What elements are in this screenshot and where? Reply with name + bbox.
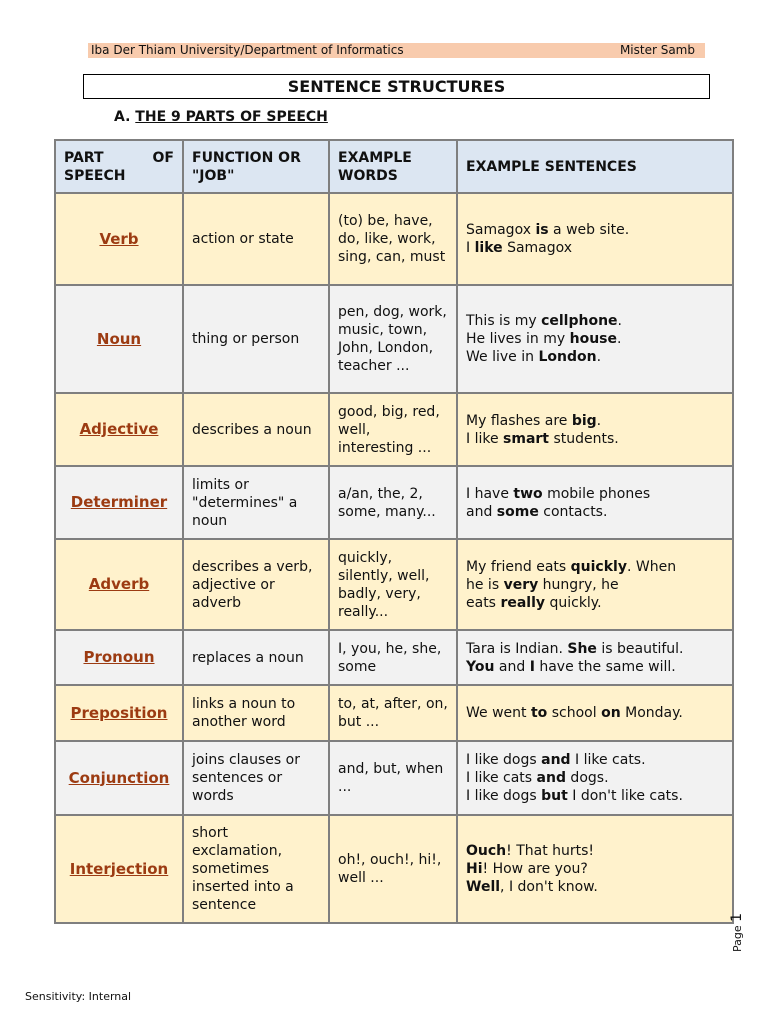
highlighted-word: You (466, 658, 495, 675)
function-cell: joins clauses or sentences or words (183, 741, 329, 815)
sentence-text: I have (466, 485, 514, 502)
section-title: THE 9 PARTS OF SPEECH (135, 109, 328, 125)
part-of-speech-label: Adverb (88, 575, 150, 593)
example-sentence-line (466, 558, 724, 576)
example-sentences-cell (457, 741, 733, 815)
sentence-text: My flashes are (466, 412, 572, 429)
sentence-text: Samagox (502, 240, 573, 256)
example-sentence-line (466, 348, 724, 366)
sentence-text: a web site. (548, 222, 630, 238)
sentence-text: I don't like cats. (567, 788, 683, 804)
sentence-text: I like cats. (570, 752, 646, 768)
sentence-text: Monday. (620, 705, 683, 721)
table-row (55, 466, 733, 539)
highlighted-word: house (569, 331, 617, 347)
example-sentences-cell (457, 815, 733, 923)
example-words-cell: quickly, silently, well, badly, very, really... (329, 539, 457, 630)
example-sentence-line (466, 640, 724, 658)
highlighted-word: I (529, 658, 535, 675)
table-row (55, 815, 733, 923)
part-of-speech-cell (55, 539, 183, 630)
highlighted-word: smart (503, 430, 549, 447)
sentence-text: he is (466, 576, 504, 593)
function-cell: thing or person (183, 285, 329, 393)
sentence-text: My friend eats (466, 558, 571, 575)
part-of-speech-cell (55, 193, 183, 285)
table-header-row (55, 140, 733, 193)
function-cell: links a noun to another word (183, 685, 329, 741)
header-function: FUNCTION OR "JOB" (183, 140, 329, 193)
part-of-speech-cell (55, 741, 183, 815)
sentence-text: We went (466, 705, 531, 721)
highlighted-word: Hi (466, 861, 483, 877)
highlighted-word: very (503, 576, 539, 593)
sentence-text: have the same will. (534, 658, 676, 675)
sentence-text: eats (466, 594, 501, 611)
sentence-text: I like dogs (466, 788, 542, 804)
part-of-speech-cell (55, 630, 183, 685)
function-cell: action or state (183, 193, 329, 285)
example-sentence-line (466, 576, 724, 594)
function-cell: short exclamation, sometimes inserted into a sentence (183, 815, 329, 923)
sentence-text: , I don't know. (500, 879, 598, 895)
example-sentence-line (466, 239, 724, 257)
example-sentence-line (466, 658, 724, 676)
header-example-words: EXAMPLE WORDS (329, 140, 457, 193)
page-header (88, 43, 705, 58)
example-words-cell: oh!, ouch!, hi!, well ... (329, 815, 457, 923)
example-sentence-line (466, 787, 724, 805)
example-words-cell: I, you, he, she, some (329, 630, 457, 685)
example-sentence-line (466, 878, 724, 896)
part-of-speech-cell (55, 815, 183, 923)
sentence-text: ! How are you? (482, 861, 588, 877)
sentence-text: and (494, 658, 530, 675)
table-row (55, 685, 733, 741)
document-title: SENTENCE STRUCTURES (83, 74, 710, 99)
table-row (55, 393, 733, 466)
example-words-cell: and, but, when ... (329, 741, 457, 815)
part-of-speech-label: Pronoun (83, 648, 155, 666)
highlighted-word: London (538, 349, 597, 365)
example-sentence-line (466, 503, 724, 521)
sentence-text: dogs. (565, 770, 609, 786)
example-sentences-cell (457, 285, 733, 393)
sentence-text: We live in (466, 349, 539, 365)
example-sentences-cell (457, 193, 733, 285)
function-cell: describes a noun (183, 393, 329, 466)
highlighted-word: is (535, 222, 549, 238)
highlighted-word: She (567, 640, 597, 657)
section-prefix: A. (114, 109, 131, 125)
example-sentence-line (466, 769, 724, 787)
sentence-text: He lives in my (466, 331, 570, 347)
highlighted-word: some (496, 503, 539, 520)
example-sentence-line (466, 594, 724, 612)
sentence-text: contacts. (538, 503, 608, 520)
sentence-text: I (466, 240, 475, 256)
example-sentence-line (466, 430, 724, 448)
example-sentence-line (466, 412, 724, 430)
sentence-text: I like cats (466, 770, 537, 786)
sentence-text: . When (626, 558, 677, 575)
sentence-text: mobile phones (542, 485, 651, 502)
sensitivity-label: Sensitivity: Internal (25, 990, 132, 1003)
example-sentences-cell (457, 466, 733, 539)
header-author: Mister Samb (619, 43, 695, 57)
example-words-cell: to, at, after, on, but ... (329, 685, 457, 741)
example-sentences-cell (457, 630, 733, 685)
table-row (55, 193, 733, 285)
example-words-cell: good, big, red, well, interesting ... (329, 393, 457, 466)
sentence-text: . (596, 349, 602, 365)
highlighted-word: like (474, 240, 503, 256)
page-number (729, 912, 749, 952)
sentence-text: and (466, 503, 497, 520)
table-row (55, 285, 733, 393)
part-of-speech-cell (55, 285, 183, 393)
header-part-of-speech: PART OF SPEECH (55, 140, 183, 193)
highlighted-word: really (500, 594, 546, 611)
example-sentence-line (466, 751, 724, 769)
sentence-text: hungry, he (538, 576, 619, 593)
highlighted-word: and (536, 770, 566, 786)
highlighted-word: quickly (570, 558, 627, 575)
example-words-cell: pen, dog, work, music, town, John, London, teacher ... (329, 285, 457, 393)
highlighted-word: but (541, 788, 568, 804)
example-sentence-line (466, 842, 724, 860)
example-sentences-cell (457, 539, 733, 630)
part-of-speech-label: Verb (99, 229, 139, 248)
example-words-cell: a/an, the, 2, some, many... (329, 466, 457, 539)
part-of-speech-label: Preposition (70, 703, 168, 722)
table-row (55, 741, 733, 815)
example-sentence-line (466, 704, 724, 722)
part-of-speech-label: Determiner (70, 493, 168, 511)
header-institution: Iba Der Thiam University/Department of Informatics (91, 43, 404, 57)
highlighted-word: to (530, 705, 548, 721)
sentence-text: This is my (466, 313, 542, 329)
sentence-text: I like dogs (466, 752, 542, 768)
sentence-text: ! That hurts! (506, 843, 595, 859)
sentence-text: I like (466, 430, 504, 447)
example-sentence-line (466, 860, 724, 878)
part-of-speech-label: Interjection (69, 859, 169, 878)
section-heading (114, 109, 328, 125)
highlighted-word: on (601, 705, 621, 721)
highlighted-word: Well (466, 879, 501, 895)
sentence-text: Tara is Indian. (466, 640, 568, 657)
example-sentence-line (466, 312, 724, 330)
part-of-speech-label: Adjective (79, 420, 159, 438)
example-words-cell: (to) be, have, do, like, work, sing, can, must (329, 193, 457, 285)
highlighted-word: cellphone (541, 313, 618, 329)
sentence-text: . (617, 331, 622, 347)
highlighted-word: big (571, 412, 597, 429)
example-sentences-cell (457, 393, 733, 466)
sentence-text: . (596, 412, 602, 429)
sentence-text: quickly. (545, 594, 602, 611)
part-of-speech-cell (55, 393, 183, 466)
highlighted-word: two (513, 485, 543, 502)
sentence-text: . (617, 313, 622, 329)
function-cell: describes a verb, adjective or adverb (183, 539, 329, 630)
table-row (55, 539, 733, 630)
example-sentence-line (466, 330, 724, 348)
highlighted-word: and (541, 752, 571, 768)
parts-of-speech-table (54, 139, 734, 924)
sentence-text: Samagox (466, 222, 536, 238)
example-sentence-line (466, 485, 724, 503)
page-number-value: 1 (729, 912, 745, 922)
example-sentence-line (466, 221, 724, 239)
page-label (729, 913, 745, 952)
page-label-text: Page (731, 925, 744, 952)
example-sentences-cell (457, 685, 733, 741)
table-row (55, 630, 733, 685)
part-of-speech-label: Noun (96, 329, 142, 348)
sentence-text: school (547, 705, 602, 721)
header-example-sentences: EXAMPLE SENTENCES (457, 140, 733, 193)
sentence-text: students. (549, 430, 619, 447)
part-of-speech-label: Conjunction (68, 768, 170, 787)
function-cell: limits or "determines" a noun (183, 466, 329, 539)
part-of-speech-cell (55, 685, 183, 741)
function-cell: replaces a noun (183, 630, 329, 685)
sentence-text: is beautiful. (596, 640, 684, 657)
highlighted-word: Ouch (466, 843, 507, 859)
part-of-speech-cell (55, 466, 183, 539)
